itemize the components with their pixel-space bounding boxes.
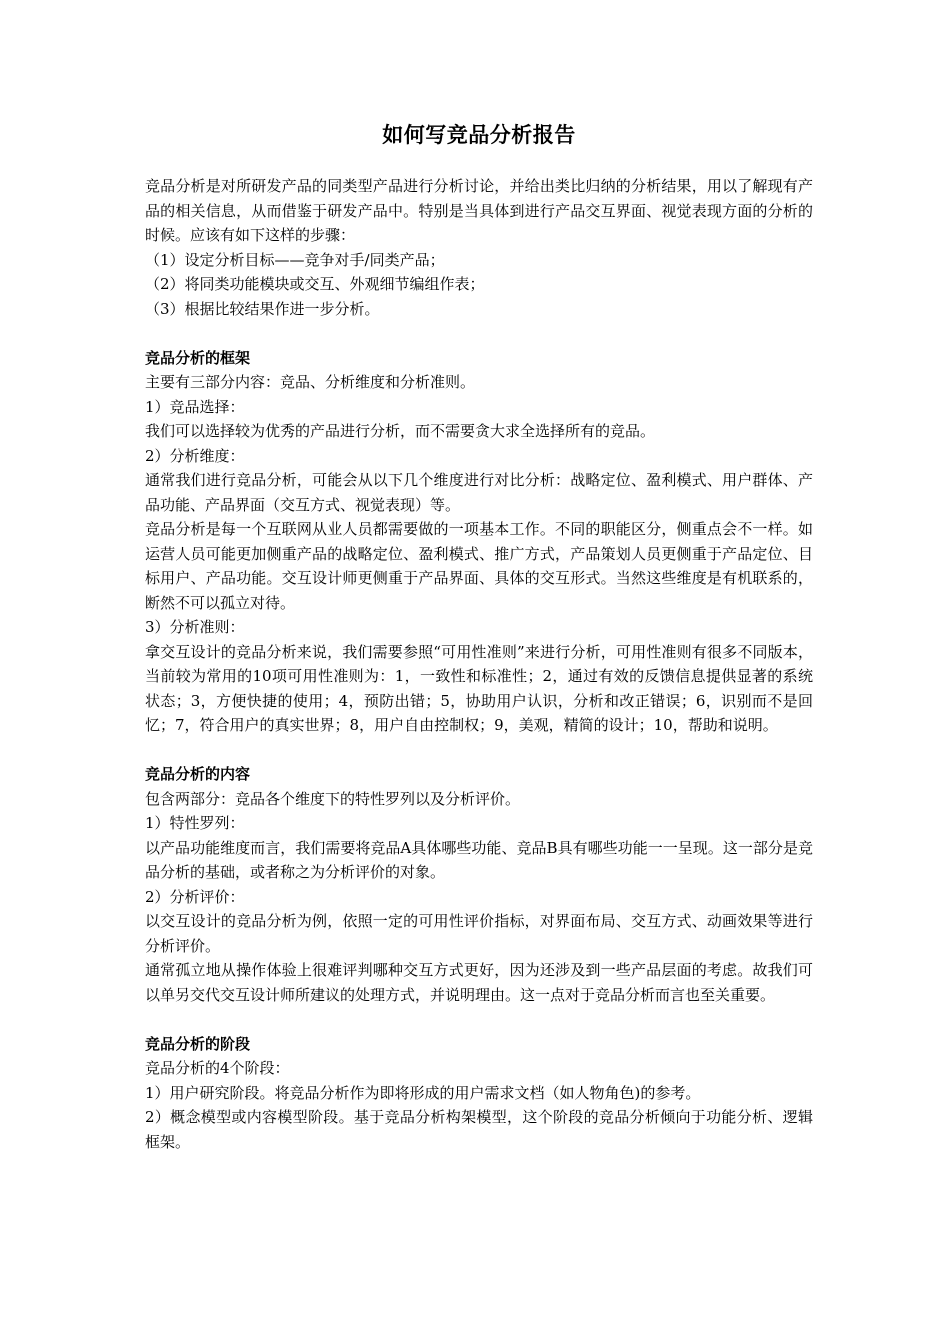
content-paragraph: 通常孤立地从操作体验上很难评判哪种交互方式更好，因为还涉及到一些产品层面的考虑。故我们可以单另交代交互设计师所建议的处理方式，并说明理由。这一点对于竞品分析而言也至关重要。: [145, 961, 813, 1004]
content-paragraph: 以交互设计的竞品分析为例，依照一定的可用性评价指标，对界面布局、交互方式、动画效果等进行分析评价。: [145, 912, 813, 955]
content-paragraph: 包含两部分：竞品各个维度下的特性罗列以及分析评价。: [145, 789, 521, 808]
framework-paragraph: 1）竞品选择：: [145, 397, 245, 416]
intro-step-3: （3）根据比较结果作进一步分析。: [145, 299, 380, 318]
section-spacer: [145, 1007, 813, 1032]
document-page: [145, 120, 813, 1154]
content-paragraph: 1）特性罗列：: [145, 814, 245, 832]
framework-paragraph: 竞品分析是每一个互联网从业人员都需要做的一项基本工作。不同的职能区分，侧重点会不一样。如运营人员可能更加侧重产品的战略定位、盈利模式、推广方式，产品策划人员更侧重于产品定位、目标用户、产品功能。交互设计师更侧重于产品界面、具体的交互形式。当然这些维度是有机联系的，断然不可以孤立对待。: [145, 520, 813, 612]
intro-block: [145, 174, 813, 321]
section-heading-framework: 竞品分析的框架: [145, 348, 251, 367]
framework-paragraph: 拿交互设计的竞品分析来说，我们需要参照“可用性准则”来进行分析，可用性准则有很多不同版本，当前较为常用的10项可用性准则为：1，一致性和标准性；2，通过有效的反馈信息提供显著的系统状态；3，方便快捷的使用；4，预防出错；5，协助用户认识，分析和改正错误；6，识别而不是回忆；7，符合用户的真实世界；8，用户自由控制权；9，美观，精简的设计；10，帮助和说明。: [145, 642, 813, 734]
content-paragraph: 2）分析评价：: [145, 887, 245, 906]
framework-paragraph: 2）分析维度：: [145, 446, 245, 465]
section-framework: [145, 346, 813, 738]
section-heading-content: 竞品分析的内容: [145, 765, 251, 783]
document-title: 如何写竞品分析报告: [382, 122, 576, 147]
content-paragraph: 以产品功能维度而言，我们需要将竞品A具体哪些功能、竞品B具有哪些功能一一呈现。这一部分是竞品分析的基础，或者称之为分析评价的对象。: [145, 838, 813, 881]
intro-paragraph: 竞品分析是对所研发产品的同类型产品进行分析讨论，并给出类比归纳的分析结果，用以了解现有产品的相关信息，从而借鉴于研发产品中。特别是当具体到进行产品交互界面、视觉表现方面的分析的时候。应该有如下这样的步骤：: [145, 177, 813, 244]
section-stages: [145, 1032, 813, 1155]
framework-paragraph: 我们可以选择较为优秀的产品进行分析，而不需要贪大求全选择所有的竞品。: [145, 422, 656, 440]
stages-paragraph: 1）用户研究阶段。将竞品分析作为即将形成的用户需求文档（如人物角色)的参考。: [145, 1083, 701, 1102]
stages-paragraph: 2）概念模型或内容模型阶段。基于竞品分析构架模型，这个阶段的竞品分析倾向于功能分析、逻辑框架。: [145, 1108, 813, 1151]
intro-step-1: （1）设定分析目标——竞争对手/同类产品；: [145, 250, 445, 269]
section-spacer: [145, 738, 813, 763]
section-spacer: [145, 321, 813, 346]
framework-paragraph: 3）分析准则：: [145, 618, 245, 636]
framework-paragraph: 通常我们进行竞品分析，可能会从以下几个维度进行对比分析：战略定位、盈利模式、用户群体、产品功能、产品界面（交互方式、视觉表现）等。: [145, 471, 813, 514]
framework-paragraph: 主要有三部分内容：竞品、分析维度和分析准则。: [145, 373, 476, 391]
stages-paragraph: 竞品分析的4个阶段：: [145, 1059, 290, 1077]
intro-step-2: （2）将同类功能模块或交互、外观细节编组作表；: [145, 275, 485, 293]
section-heading-stages: 竞品分析的阶段: [145, 1034, 251, 1053]
section-content: [145, 762, 813, 1007]
